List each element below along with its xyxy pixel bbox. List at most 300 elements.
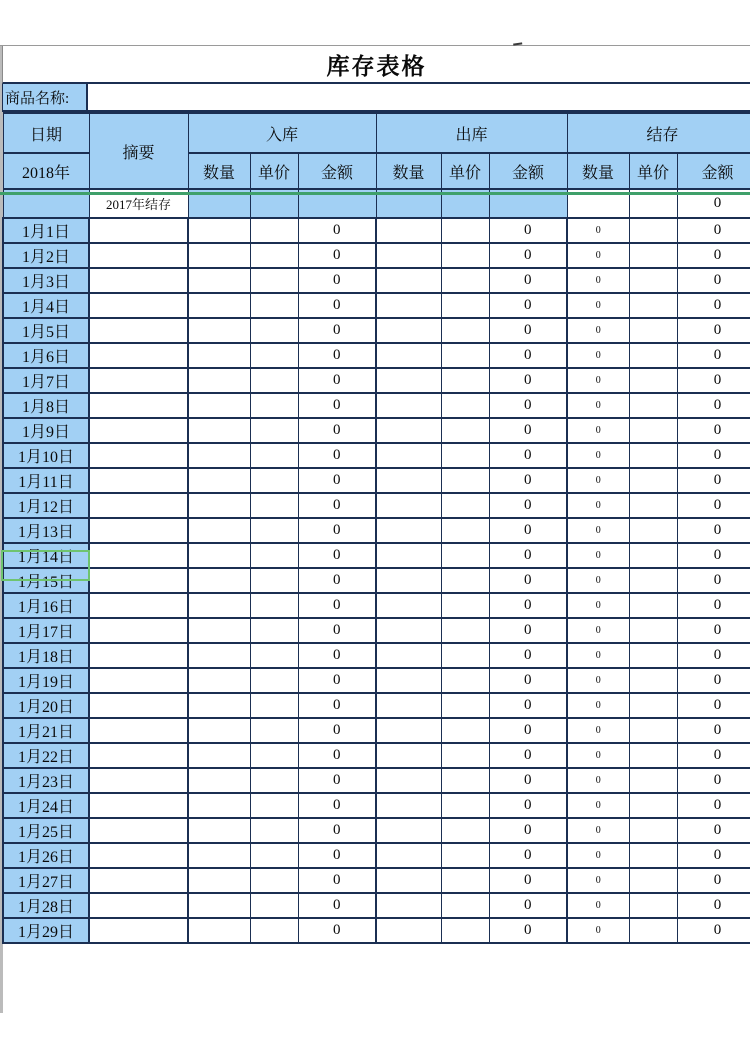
bal-price-cell[interactable] xyxy=(629,368,677,393)
bal-price-cell[interactable] xyxy=(629,668,677,693)
out-amount-cell[interactable]: 0 xyxy=(489,718,567,743)
bal-price-cell[interactable] xyxy=(629,443,677,468)
summary-cell[interactable] xyxy=(89,318,188,343)
header-out-qty[interactable]: 数量 xyxy=(376,153,441,189)
bal-qty-cell[interactable]: 0 xyxy=(567,468,629,493)
in-amount-cell[interactable]: 0 xyxy=(298,368,376,393)
in-price-cell[interactable] xyxy=(250,418,298,443)
out-qty-cell[interactable] xyxy=(376,618,441,643)
in-qty-cell[interactable] xyxy=(188,743,250,768)
summary-cell[interactable] xyxy=(89,793,188,818)
in-amount-cell[interactable]: 0 xyxy=(298,793,376,818)
bal-amount-cell[interactable]: 0 xyxy=(677,618,750,643)
in-price-cell[interactable] xyxy=(250,718,298,743)
in-amount-cell[interactable]: 0 xyxy=(298,618,376,643)
out-amount-cell[interactable]: 0 xyxy=(489,918,567,943)
out-price-cell[interactable] xyxy=(441,368,489,393)
in-qty-cell[interactable] xyxy=(188,668,250,693)
out-amount-cell[interactable]: 0 xyxy=(489,468,567,493)
bal-price-cell[interactable] xyxy=(629,493,677,518)
summary-cell[interactable] xyxy=(89,468,188,493)
date-cell[interactable]: 1月17日 xyxy=(3,618,89,643)
out-price-cell[interactable] xyxy=(441,468,489,493)
in-price-cell[interactable] xyxy=(250,868,298,893)
bal-amount-cell[interactable]: 0 xyxy=(677,318,750,343)
header-in-price[interactable]: 单价 xyxy=(250,153,298,189)
out-amount-cell[interactable]: 0 xyxy=(489,843,567,868)
summary-cell[interactable] xyxy=(89,593,188,618)
out-price-cell[interactable] xyxy=(441,493,489,518)
date-cell[interactable]: 1月2日 xyxy=(3,243,89,268)
bal-price-cell[interactable] xyxy=(629,718,677,743)
bal-price-cell[interactable] xyxy=(629,868,677,893)
out-price-cell[interactable] xyxy=(441,443,489,468)
out-qty-cell[interactable] xyxy=(376,268,441,293)
in-price-cell[interactable] xyxy=(250,268,298,293)
in-price-cell[interactable] xyxy=(250,668,298,693)
out-amount-cell[interactable]: 0 xyxy=(489,493,567,518)
bal-amount-cell[interactable]: 0 xyxy=(677,343,750,368)
out-qty-cell[interactable] xyxy=(376,443,441,468)
date-cell[interactable]: 1月15日 xyxy=(3,568,89,593)
in-amount-cell[interactable]: 0 xyxy=(298,268,376,293)
bal-qty-cell[interactable]: 0 xyxy=(567,568,629,593)
out-price-cell[interactable] xyxy=(441,643,489,668)
bal-price-cell[interactable] xyxy=(629,393,677,418)
in-price-cell[interactable] xyxy=(250,543,298,568)
date-cell[interactable]: 1月16日 xyxy=(3,593,89,618)
date-cell[interactable]: 1月22日 xyxy=(3,743,89,768)
bal-amount-cell[interactable]: 0 xyxy=(677,893,750,918)
date-cell[interactable]: 1月14日 xyxy=(3,543,89,568)
out-amount-cell[interactable]: 0 xyxy=(489,243,567,268)
summary-cell[interactable] xyxy=(89,893,188,918)
in-qty-cell[interactable] xyxy=(188,393,250,418)
out-qty-cell[interactable] xyxy=(376,718,441,743)
date-cell[interactable]: 1月19日 xyxy=(3,668,89,693)
out-amount-cell[interactable]: 0 xyxy=(489,793,567,818)
out-price-cell[interactable] xyxy=(441,318,489,343)
bal-qty-cell[interactable]: 0 xyxy=(567,543,629,568)
header-out-price[interactable]: 单价 xyxy=(441,153,489,189)
summary-cell[interactable] xyxy=(89,668,188,693)
header-in-qty[interactable]: 数量 xyxy=(188,153,250,189)
header-outbound[interactable]: 出库 xyxy=(376,113,567,153)
out-amount-cell[interactable]: 0 xyxy=(489,293,567,318)
out-amount-cell[interactable]: 0 xyxy=(489,418,567,443)
out-qty-cell[interactable] xyxy=(376,918,441,943)
out-price-cell[interactable] xyxy=(441,718,489,743)
out-price-cell[interactable] xyxy=(441,568,489,593)
bal-qty-cell[interactable]: 0 xyxy=(567,443,629,468)
bal-qty-cell[interactable]: 0 xyxy=(567,393,629,418)
bal-qty-cell[interactable]: 0 xyxy=(567,243,629,268)
bal-amount-cell[interactable]: 0 xyxy=(677,293,750,318)
product-name-label-cell[interactable] xyxy=(2,84,88,110)
in-amount-cell[interactable]: 0 xyxy=(298,543,376,568)
in-qty-cell[interactable] xyxy=(188,518,250,543)
summary-cell[interactable] xyxy=(89,868,188,893)
in-price-cell[interactable] xyxy=(250,893,298,918)
summary-cell[interactable] xyxy=(89,493,188,518)
bal-qty-cell[interactable]: 0 xyxy=(567,318,629,343)
out-qty-cell[interactable] xyxy=(376,518,441,543)
header-summary[interactable]: 摘要 xyxy=(89,113,188,189)
in-qty-cell[interactable] xyxy=(188,368,250,393)
summary-cell[interactable] xyxy=(89,643,188,668)
header-bal-qty[interactable]: 数量 xyxy=(567,153,629,189)
in-price-cell[interactable] xyxy=(250,318,298,343)
bal-price-cell[interactable] xyxy=(629,743,677,768)
in-price-cell[interactable] xyxy=(250,518,298,543)
out-qty-cell[interactable] xyxy=(376,568,441,593)
out-price-cell[interactable] xyxy=(441,393,489,418)
bal-price-cell[interactable] xyxy=(629,693,677,718)
out-amount-cell[interactable]: 0 xyxy=(489,268,567,293)
date-cell[interactable]: 1月23日 xyxy=(3,768,89,793)
date-cell[interactable]: 1月9日 xyxy=(3,418,89,443)
out-qty-cell[interactable] xyxy=(376,743,441,768)
summary-cell[interactable] xyxy=(89,618,188,643)
bal-amount-cell[interactable]: 0 xyxy=(677,418,750,443)
bal-amount-cell[interactable]: 0 xyxy=(677,693,750,718)
summary-cell[interactable] xyxy=(89,518,188,543)
in-amount-cell[interactable]: 0 xyxy=(298,718,376,743)
in-amount-cell[interactable]: 0 xyxy=(298,818,376,843)
bal-amount-cell[interactable]: 0 xyxy=(677,568,750,593)
in-price-cell[interactable] xyxy=(250,293,298,318)
header-date[interactable]: 日期 xyxy=(3,113,89,153)
bal-amount-cell[interactable]: 0 xyxy=(677,593,750,618)
out-amount-cell[interactable]: 0 xyxy=(489,818,567,843)
date-cell[interactable]: 1月1日 xyxy=(3,218,89,243)
date-cell[interactable]: 1月4日 xyxy=(3,293,89,318)
out-price-cell[interactable] xyxy=(441,768,489,793)
bal-qty-cell[interactable]: 0 xyxy=(567,793,629,818)
date-cell[interactable]: 1月29日 xyxy=(3,918,89,943)
bal-qty-cell[interactable]: 0 xyxy=(567,843,629,868)
header-year[interactable]: 2018年 xyxy=(3,153,89,189)
in-qty-cell[interactable] xyxy=(188,293,250,318)
out-amount-cell[interactable]: 0 xyxy=(489,318,567,343)
out-qty-cell[interactable] xyxy=(376,318,441,343)
bal-price-cell[interactable] xyxy=(629,418,677,443)
in-amount-cell[interactable]: 0 xyxy=(298,868,376,893)
bal-amount-cell[interactable]: 0 xyxy=(677,768,750,793)
in-amount-cell[interactable]: 0 xyxy=(298,318,376,343)
in-qty-cell[interactable] xyxy=(188,768,250,793)
header-bal-price[interactable]: 单价 xyxy=(629,153,677,189)
out-amount-cell[interactable]: 0 xyxy=(489,518,567,543)
out-qty-cell[interactable] xyxy=(376,868,441,893)
bal-qty-cell[interactable]: 0 xyxy=(567,518,629,543)
date-cell[interactable]: 1月18日 xyxy=(3,643,89,668)
bal-amount-cell[interactable]: 0 xyxy=(677,868,750,893)
in-amount-cell[interactable]: 0 xyxy=(298,243,376,268)
bal-amount-cell[interactable]: 0 xyxy=(677,218,750,243)
summary-cell[interactable] xyxy=(89,718,188,743)
out-price-cell[interactable] xyxy=(441,268,489,293)
out-amount-cell[interactable]: 0 xyxy=(489,593,567,618)
out-price-cell[interactable] xyxy=(441,893,489,918)
in-qty-cell[interactable] xyxy=(188,543,250,568)
bal-amount-cell[interactable]: 0 xyxy=(677,368,750,393)
in-qty-cell[interactable] xyxy=(188,243,250,268)
bal-qty-cell[interactable]: 0 xyxy=(567,693,629,718)
in-amount-cell[interactable]: 0 xyxy=(298,393,376,418)
out-price-cell[interactable] xyxy=(441,543,489,568)
in-price-cell[interactable] xyxy=(250,593,298,618)
bal-amount-cell[interactable]: 0 xyxy=(677,743,750,768)
in-qty-cell[interactable] xyxy=(188,718,250,743)
in-qty-cell[interactable] xyxy=(188,618,250,643)
in-qty-cell[interactable] xyxy=(188,893,250,918)
bal-price-cell[interactable] xyxy=(629,343,677,368)
out-amount-cell[interactable]: 0 xyxy=(489,618,567,643)
in-qty-cell[interactable] xyxy=(188,568,250,593)
out-amount-cell[interactable]: 0 xyxy=(489,543,567,568)
out-amount-cell[interactable]: 0 xyxy=(489,218,567,243)
out-price-cell[interactable] xyxy=(441,218,489,243)
out-amount-cell[interactable]: 0 xyxy=(489,643,567,668)
out-amount-cell[interactable]: 0 xyxy=(489,568,567,593)
in-amount-cell[interactable]: 0 xyxy=(298,693,376,718)
bal-qty-cell[interactable]: 0 xyxy=(567,368,629,393)
date-cell[interactable]: 1月25日 xyxy=(3,818,89,843)
date-cell[interactable]: 1月8日 xyxy=(3,393,89,418)
bal-price-cell[interactable] xyxy=(629,218,677,243)
out-qty-cell[interactable] xyxy=(376,293,441,318)
out-price-cell[interactable] xyxy=(441,668,489,693)
bal-price-cell[interactable] xyxy=(629,543,677,568)
summary-cell[interactable] xyxy=(89,543,188,568)
header-inbound[interactable]: 入库 xyxy=(188,113,376,153)
summary-cell[interactable] xyxy=(89,393,188,418)
bal-qty-cell[interactable]: 0 xyxy=(567,618,629,643)
title-cell[interactable] xyxy=(2,46,750,84)
bal-qty-cell[interactable]: 0 xyxy=(567,343,629,368)
out-price-cell[interactable] xyxy=(441,593,489,618)
bal-amount-cell[interactable]: 0 xyxy=(677,843,750,868)
bal-qty-cell[interactable]: 0 xyxy=(567,918,629,943)
header-bal-amount[interactable]: 金额 xyxy=(677,153,750,189)
bal-qty-cell[interactable]: 0 xyxy=(567,493,629,518)
in-qty-cell[interactable] xyxy=(188,818,250,843)
in-amount-cell[interactable]: 0 xyxy=(298,418,376,443)
date-cell[interactable]: 1月28日 xyxy=(3,893,89,918)
bal-price-cell[interactable] xyxy=(629,568,677,593)
out-qty-cell[interactable] xyxy=(376,468,441,493)
summary-cell[interactable] xyxy=(89,418,188,443)
summary-cell[interactable] xyxy=(89,693,188,718)
out-price-cell[interactable] xyxy=(441,868,489,893)
in-price-cell[interactable] xyxy=(250,443,298,468)
in-amount-cell[interactable]: 0 xyxy=(298,768,376,793)
in-qty-cell[interactable] xyxy=(188,593,250,618)
bal-qty-cell[interactable]: 0 xyxy=(567,668,629,693)
in-price-cell[interactable] xyxy=(250,493,298,518)
in-price-cell[interactable] xyxy=(250,693,298,718)
summary-cell[interactable] xyxy=(89,243,188,268)
in-amount-cell[interactable]: 0 xyxy=(298,468,376,493)
bal-amount-cell[interactable]: 0 xyxy=(677,468,750,493)
in-price-cell[interactable] xyxy=(250,343,298,368)
out-qty-cell[interactable] xyxy=(376,418,441,443)
in-amount-cell[interactable]: 0 xyxy=(298,668,376,693)
summary-cell[interactable]: 2017年结存 xyxy=(89,189,188,218)
in-price-cell[interactable] xyxy=(250,843,298,868)
product-name-value-cell[interactable] xyxy=(88,84,750,110)
date-cell[interactable]: 1月10日 xyxy=(3,443,89,468)
summary-cell[interactable] xyxy=(89,818,188,843)
in-amount-cell[interactable]: 0 xyxy=(298,493,376,518)
out-amount-cell[interactable]: 0 xyxy=(489,768,567,793)
summary-cell[interactable] xyxy=(89,368,188,393)
bal-amount-cell[interactable]: 0 xyxy=(677,493,750,518)
out-qty-cell[interactable] xyxy=(376,893,441,918)
bal-price-cell[interactable] xyxy=(629,618,677,643)
bal-price-cell[interactable] xyxy=(629,918,677,943)
in-price-cell[interactable] xyxy=(250,768,298,793)
out-price-cell[interactable] xyxy=(441,243,489,268)
bal-amount-cell[interactable]: 0 xyxy=(677,918,750,943)
bal-price-cell[interactable] xyxy=(629,293,677,318)
bal-price-cell[interactable] xyxy=(629,893,677,918)
out-amount-cell[interactable]: 0 xyxy=(489,868,567,893)
out-amount-cell[interactable]: 0 xyxy=(489,668,567,693)
date-cell[interactable]: 1月21日 xyxy=(3,718,89,743)
in-price-cell[interactable] xyxy=(250,793,298,818)
in-amount-cell[interactable]: 0 xyxy=(298,293,376,318)
summary-cell[interactable] xyxy=(89,293,188,318)
bal-amount-cell[interactable]: 0 xyxy=(677,443,750,468)
in-qty-cell[interactable] xyxy=(188,418,250,443)
out-price-cell[interactable] xyxy=(441,843,489,868)
in-price-cell[interactable] xyxy=(250,218,298,243)
in-amount-cell[interactable]: 0 xyxy=(298,918,376,943)
out-qty-cell[interactable] xyxy=(376,793,441,818)
bal-qty-cell[interactable]: 0 xyxy=(567,743,629,768)
in-qty-cell[interactable] xyxy=(188,218,250,243)
in-qty-cell[interactable] xyxy=(188,868,250,893)
bal-amount-cell[interactable]: 0 xyxy=(677,718,750,743)
summary-cell[interactable] xyxy=(89,568,188,593)
date-cell[interactable]: 1月13日 xyxy=(3,518,89,543)
bal-amount-cell[interactable]: 0 xyxy=(677,243,750,268)
bal-qty-cell[interactable]: 0 xyxy=(567,218,629,243)
bal-qty-cell[interactable]: 0 xyxy=(567,768,629,793)
in-amount-cell[interactable]: 0 xyxy=(298,518,376,543)
in-price-cell[interactable] xyxy=(250,918,298,943)
in-amount-cell[interactable]: 0 xyxy=(298,593,376,618)
out-qty-cell[interactable] xyxy=(376,768,441,793)
date-cell[interactable]: 1月6日 xyxy=(3,343,89,368)
out-price-cell[interactable] xyxy=(441,793,489,818)
out-amount-cell[interactable]: 0 xyxy=(489,443,567,468)
out-price-cell[interactable] xyxy=(441,618,489,643)
in-qty-cell[interactable] xyxy=(188,918,250,943)
out-qty-cell[interactable] xyxy=(376,343,441,368)
out-amount-cell[interactable]: 0 xyxy=(489,693,567,718)
summary-cell[interactable] xyxy=(89,768,188,793)
date-cell[interactable]: 1月7日 xyxy=(3,368,89,393)
out-amount-cell[interactable]: 0 xyxy=(489,368,567,393)
bal-price-cell[interactable] xyxy=(629,818,677,843)
bal-qty-cell[interactable]: 0 xyxy=(567,818,629,843)
date-cell[interactable]: 1月20日 xyxy=(3,693,89,718)
bal-price-cell[interactable] xyxy=(629,768,677,793)
out-qty-cell[interactable] xyxy=(376,493,441,518)
bal-amount-cell[interactable]: 0 xyxy=(677,189,750,218)
bal-qty-cell[interactable]: 0 xyxy=(567,868,629,893)
out-amount-cell[interactable]: 0 xyxy=(489,743,567,768)
out-amount-cell[interactable]: 0 xyxy=(489,893,567,918)
in-price-cell[interactable] xyxy=(250,468,298,493)
in-price-cell[interactable] xyxy=(250,618,298,643)
in-qty-cell[interactable] xyxy=(188,493,250,518)
out-qty-cell[interactable] xyxy=(376,393,441,418)
bal-amount-cell[interactable]: 0 xyxy=(677,393,750,418)
bal-qty-cell[interactable]: 0 xyxy=(567,593,629,618)
date-cell[interactable]: 1月5日 xyxy=(3,318,89,343)
bal-price-cell[interactable] xyxy=(629,793,677,818)
in-amount-cell[interactable]: 0 xyxy=(298,343,376,368)
bal-amount-cell[interactable]: 0 xyxy=(677,543,750,568)
date-cell[interactable]: 1月24日 xyxy=(3,793,89,818)
out-qty-cell[interactable] xyxy=(376,368,441,393)
bal-qty-cell[interactable]: 0 xyxy=(567,643,629,668)
date-cell[interactable]: 1月27日 xyxy=(3,868,89,893)
bal-amount-cell[interactable]: 0 xyxy=(677,643,750,668)
out-qty-cell[interactable] xyxy=(376,643,441,668)
bal-amount-cell[interactable]: 0 xyxy=(677,668,750,693)
out-qty-cell[interactable] xyxy=(376,818,441,843)
bal-qty-cell[interactable]: 0 xyxy=(567,893,629,918)
bal-qty-cell[interactable]: 0 xyxy=(567,718,629,743)
header-in-amount[interactable]: 金额 xyxy=(298,153,376,189)
summary-cell[interactable] xyxy=(89,743,188,768)
in-price-cell[interactable] xyxy=(250,368,298,393)
in-price-cell[interactable] xyxy=(250,643,298,668)
out-price-cell[interactable] xyxy=(441,743,489,768)
summary-cell[interactable] xyxy=(89,268,188,293)
summary-cell[interactable] xyxy=(89,218,188,243)
bal-price-cell[interactable] xyxy=(629,518,677,543)
out-amount-cell[interactable]: 0 xyxy=(489,343,567,368)
bal-amount-cell[interactable]: 0 xyxy=(677,268,750,293)
out-qty-cell[interactable] xyxy=(376,243,441,268)
in-qty-cell[interactable] xyxy=(188,643,250,668)
bal-amount-cell[interactable]: 0 xyxy=(677,818,750,843)
bal-price-cell[interactable] xyxy=(629,318,677,343)
in-amount-cell[interactable]: 0 xyxy=(298,218,376,243)
out-price-cell[interactable] xyxy=(441,693,489,718)
bal-price-cell[interactable] xyxy=(629,593,677,618)
bal-amount-cell[interactable]: 0 xyxy=(677,793,750,818)
summary-cell[interactable] xyxy=(89,443,188,468)
in-qty-cell[interactable] xyxy=(188,268,250,293)
out-amount-cell[interactable]: 0 xyxy=(489,393,567,418)
bal-price-cell[interactable] xyxy=(629,643,677,668)
in-amount-cell[interactable]: 0 xyxy=(298,643,376,668)
in-amount-cell[interactable]: 0 xyxy=(298,568,376,593)
in-price-cell[interactable] xyxy=(250,743,298,768)
out-qty-cell[interactable] xyxy=(376,668,441,693)
date-cell[interactable]: 1月26日 xyxy=(3,843,89,868)
in-qty-cell[interactable] xyxy=(188,693,250,718)
bal-price-cell[interactable] xyxy=(629,468,677,493)
in-amount-cell[interactable]: 0 xyxy=(298,743,376,768)
